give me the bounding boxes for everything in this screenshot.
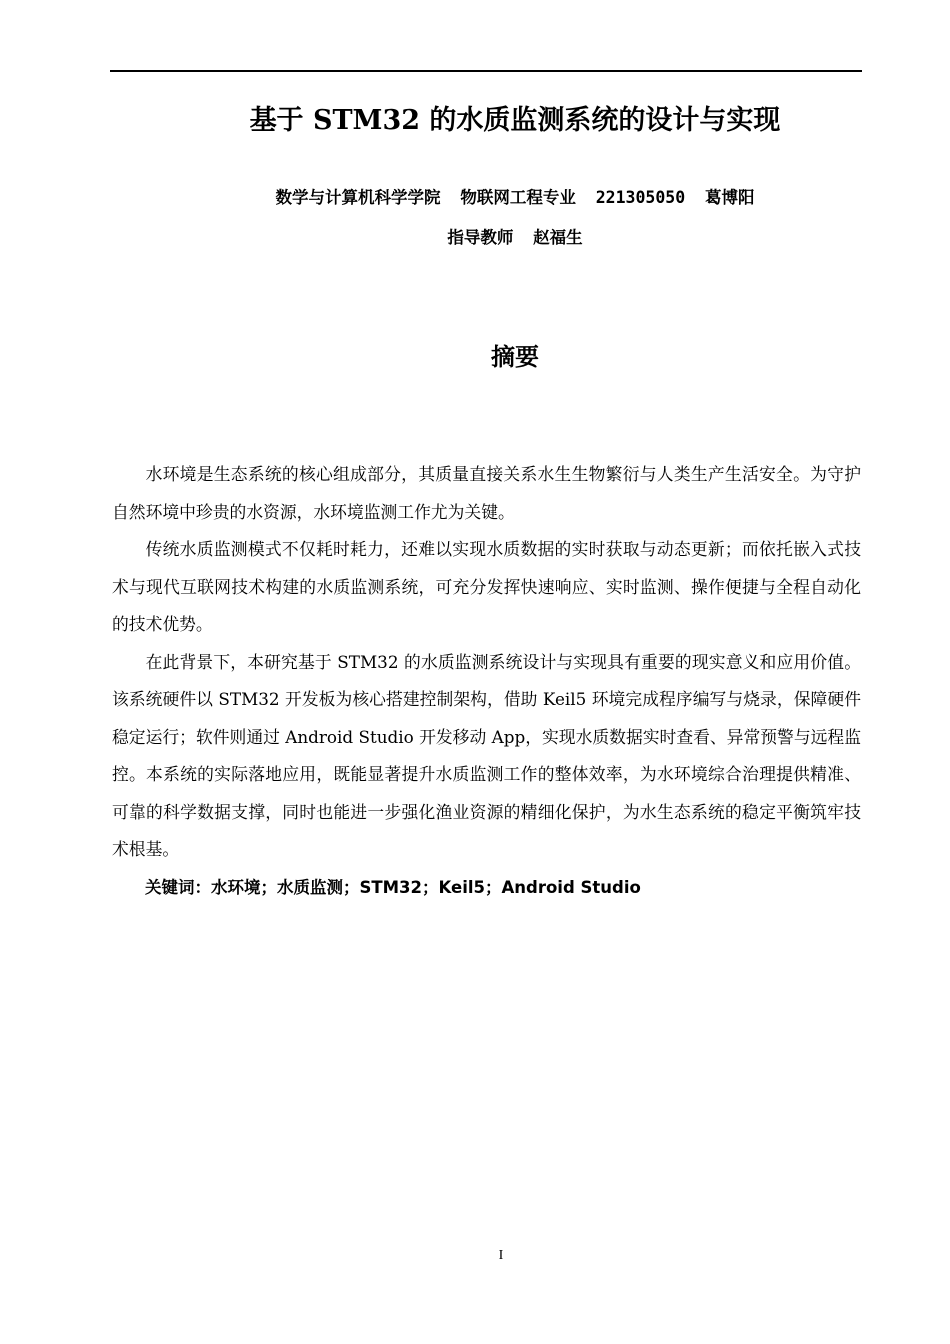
thesis-title: 基于 STM32 的水质监测系统的设计与实现 [249,105,781,136]
keywords-line: 关键词：水环境；水质监测；STM32；Keil5；Android Studio [145,877,641,897]
abstract-heading: 摘要 [491,343,539,371]
abstract-paragraph-2: 传统水质监测模式不仅耗时耗力，还难以实现水质数据的实时获取与动态更新；而依托嵌入式技术与现代互联网技术构建的水质监测系统，可充分发挥快速响应、实时监测、操作便捷与全程自动化的技术优势。 [112,539,861,634]
author-info: 数学与计算机科学学院 物联网工程专业 221305050 葛博阳 [275,188,755,207]
advisor-info: 指导教师 赵福生 [447,228,583,247]
header-rule [110,70,862,72]
abstract-body [112,456,861,906]
abstract-paragraph-1: 水环境是生态系统的核心组成部分，其质量直接关系水生生物繁衍与人类生产生活安全。为守护自然环境中珍贵的水资源，水环境监测工作尤为关键。 [112,464,861,522]
page-number: I [498,1248,504,1263]
abstract-paragraph-3: 在此背景下，本研究基于 STM32 的水质监测系统设计与实现具有重要的现实意义和应用价值。该系统硬件以 STM32 开发板为核心搭建控制架构，借助 Keil5 环境完成程序编写与烧录，保障硬件稳定运行；软件则通过 Android Studio 开发移动 App，实现水质数据实时查看、异常预警与远程监控。本系统的实际落地应用，既能显著提升水质监测工作的整体效率，为水环境综合治理提供精准、可靠的科学数据支撑，同时也能进一步强化渔业资源的精细化保护，为水生态系统的稳定平衡筑牢技术根基。 [112,651,861,859]
